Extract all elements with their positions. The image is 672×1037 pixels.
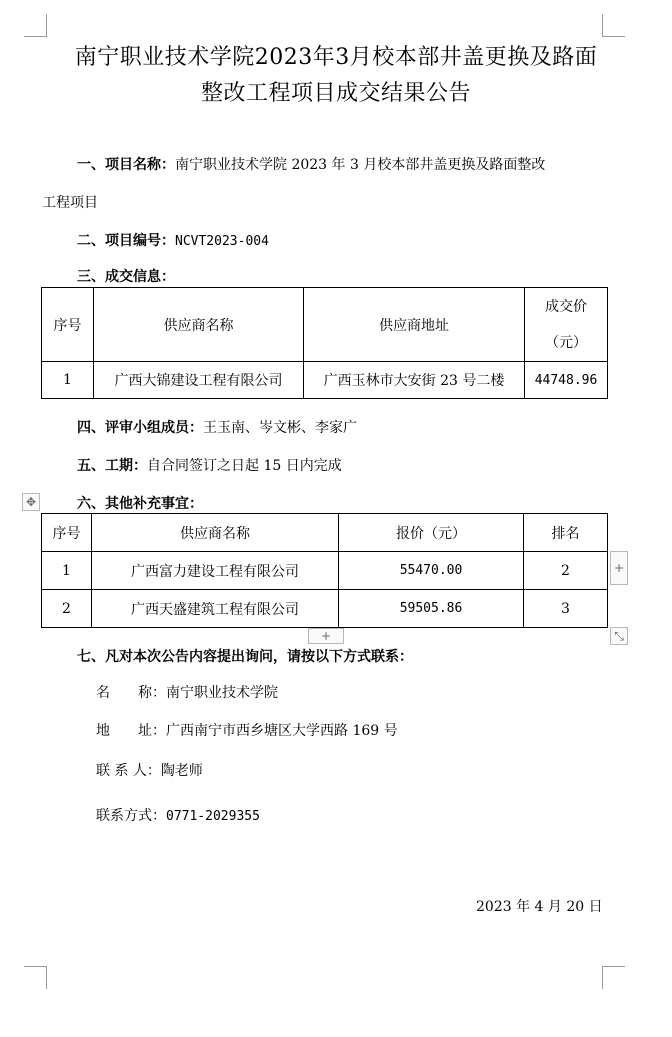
contact-label: 联 系 人： — [96, 763, 161, 779]
document-title-line1: 南宁职业技术学院2023年3月校本部井盖更换及路面 — [74, 45, 598, 70]
table-cell: 2 — [524, 552, 608, 590]
header-cell-price — [525, 288, 608, 362]
section-project-name — [77, 154, 545, 174]
contact-person — [96, 760, 203, 780]
table-cell: 1 — [42, 362, 94, 399]
table-cell: 广西天盛建筑工程有限公司 — [92, 590, 339, 628]
table-resize-handle-icon[interactable]: ⤡ — [610, 627, 628, 645]
deal-table — [41, 287, 608, 399]
project-name-value: 南宁职业技术学院 2023 年 3 月校本部井盖更换及路面整改 — [175, 157, 546, 173]
price-header-line2: （元） — [545, 334, 587, 351]
section-deal-info-heading: 三、成交信息： — [77, 269, 175, 285]
contact-name — [96, 682, 278, 702]
table-cell: 3 — [524, 590, 608, 628]
add-column-plus-icon[interactable]: + — [610, 551, 628, 585]
document-title-line2: 整改工程项目成交结果公告 — [200, 81, 471, 106]
section-project-number — [77, 230, 269, 250]
crop-mark-top-left — [24, 14, 47, 37]
section-contact-heading: 七、凡对本次公告内容提出询问，请按以下方式联系： — [77, 649, 413, 665]
announcement-date: 2023 年 4 月 20 日 — [476, 899, 603, 915]
table-header-row — [42, 288, 608, 362]
duration-value: 自合同签订之日起 15 日内完成 — [147, 458, 342, 474]
table-cell: 59505.86 — [339, 590, 524, 628]
header-cell: 报价（元） — [339, 514, 524, 552]
contact-phone — [96, 805, 260, 825]
header-cell: 序号 — [42, 288, 94, 362]
table-cell: 2 — [42, 590, 92, 628]
table-row — [42, 552, 608, 590]
table-row — [42, 362, 608, 399]
project-name-continuation: 工程项目 — [42, 195, 98, 211]
contact-label: 名 称： — [96, 685, 166, 701]
crop-mark-bottom-right — [602, 966, 625, 989]
table-cell: 44748.96 — [525, 362, 608, 399]
section-label: 一、项目名称： — [77, 157, 175, 173]
table-cell: 广西富力建设工程有限公司 — [92, 552, 339, 590]
section-duration — [77, 455, 342, 475]
section-label: 五、工期： — [77, 458, 147, 474]
project-number-value: NCVT2023-004 — [175, 234, 269, 249]
table-cell: 广西玉林市大安街 23 号二楼 — [304, 362, 525, 399]
contact-address — [96, 720, 398, 740]
section-supplementary-heading: 六、其他补充事宜： — [77, 496, 203, 512]
header-cell: 供应商名称 — [94, 288, 304, 362]
table-cell: 55470.00 — [339, 552, 524, 590]
crop-mark-bottom-left — [24, 966, 47, 989]
contact-value: 陶老师 — [160, 763, 203, 779]
contact-label: 联系方式： — [96, 808, 166, 824]
section-label: 四、评审小组成员： — [77, 420, 203, 436]
contact-value: 南宁职业技术学院 — [166, 685, 278, 701]
section-label: 二、项目编号： — [77, 233, 175, 249]
contact-label: 地 址： — [96, 723, 166, 739]
add-row-plus-icon[interactable]: + — [308, 628, 344, 644]
table-cell: 1 — [42, 552, 92, 590]
crop-mark-top-right — [602, 14, 625, 37]
table-cell: 广西大锦建设工程有限公司 — [94, 362, 304, 399]
header-cell: 供应商名称 — [92, 514, 339, 552]
table-header-row — [42, 514, 608, 552]
review-panel-value: 王玉南、岑文彬、李家广 — [203, 420, 357, 436]
contact-value: 广西南宁市西乡塘区大学西路 169 号 — [166, 723, 398, 739]
bid-table — [41, 513, 608, 628]
price-header-line1: 成交价 — [545, 298, 587, 315]
table-row — [42, 590, 608, 628]
section-review-panel — [77, 417, 357, 437]
header-cell: 序号 — [42, 514, 92, 552]
table-move-handle-icon[interactable]: ✥ — [22, 493, 40, 511]
contact-value: 0771-2029355 — [166, 809, 260, 824]
header-cell: 供应商地址 — [304, 288, 525, 362]
header-cell: 排名 — [524, 514, 608, 552]
